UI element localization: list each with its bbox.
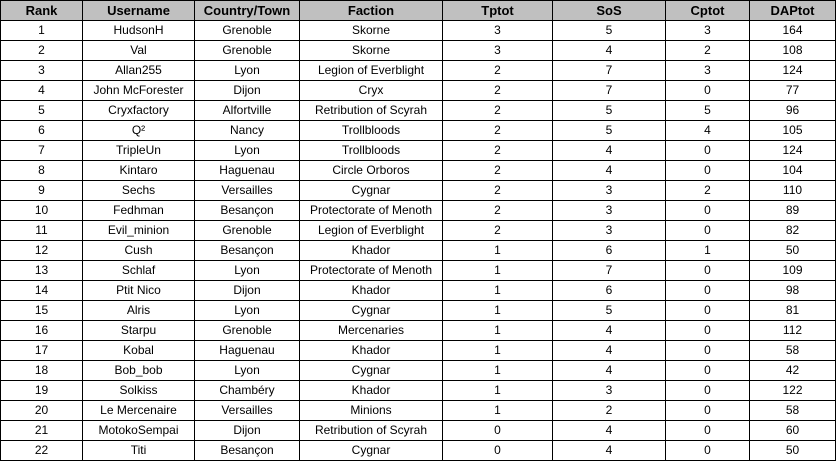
faction-cell: Retribution of Scyrah	[300, 421, 443, 441]
sos-cell: 7	[553, 61, 666, 81]
country-town-cell: Versailles	[195, 401, 300, 421]
daptot-cell: 110	[750, 181, 836, 201]
faction-cell: Cygnar	[300, 361, 443, 381]
country-town-cell: Lyon	[195, 361, 300, 381]
cptot-cell: 2	[666, 181, 750, 201]
daptot-cell: 81	[750, 301, 836, 321]
country-town-cell: Besançon	[195, 201, 300, 221]
faction-cell: Skorne	[300, 41, 443, 61]
tptot-cell: 1	[443, 321, 553, 341]
cptot-cell: 0	[666, 221, 750, 241]
username-cell: Alris	[83, 301, 195, 321]
username-cell: Solkiss	[83, 381, 195, 401]
cptot-cell: 0	[666, 141, 750, 161]
daptot-cell: 124	[750, 141, 836, 161]
header-row	[1, 1, 836, 21]
sos-cell: 4	[553, 441, 666, 461]
cptot-cell: 4	[666, 121, 750, 141]
sos-cell: 4	[553, 321, 666, 341]
username-cell: Sechs	[83, 181, 195, 201]
username-cell: Kintaro	[83, 161, 195, 181]
sos-cell: 3	[553, 181, 666, 201]
country-town-cell: Lyon	[195, 141, 300, 161]
country-town-cell: Grenoble	[195, 221, 300, 241]
country-town-cell: Versailles	[195, 181, 300, 201]
tptot-cell: 2	[443, 101, 553, 121]
sos-cell: 7	[553, 81, 666, 101]
table-row	[1, 161, 836, 181]
username-cell: Fedhman	[83, 201, 195, 221]
table-row	[1, 101, 836, 121]
country-town-cell: Nancy	[195, 121, 300, 141]
rank-cell: 10	[1, 201, 83, 221]
faction-cell: Mercenaries	[300, 321, 443, 341]
country-town-cell: Lyon	[195, 301, 300, 321]
table-row	[1, 381, 836, 401]
tptot-cell: 2	[443, 221, 553, 241]
faction-cell: Khador	[300, 281, 443, 301]
cptot-cell: 0	[666, 281, 750, 301]
country-town-cell: Haguenau	[195, 341, 300, 361]
table-row	[1, 281, 836, 301]
rank-cell: 13	[1, 261, 83, 281]
table-row	[1, 141, 836, 161]
cptot-cell: 0	[666, 341, 750, 361]
rank-cell: 4	[1, 81, 83, 101]
cptot-cell: 0	[666, 261, 750, 281]
header-username: Username	[83, 1, 195, 21]
faction-cell: Cryx	[300, 81, 443, 101]
country-town-cell: Grenoble	[195, 41, 300, 61]
faction-cell: Cygnar	[300, 301, 443, 321]
faction-cell: Khador	[300, 341, 443, 361]
table-row	[1, 361, 836, 381]
faction-cell: Retribution of Scyrah	[300, 101, 443, 121]
rank-cell: 5	[1, 101, 83, 121]
rank-cell: 22	[1, 441, 83, 461]
daptot-cell: 42	[750, 361, 836, 381]
country-town-cell: Grenoble	[195, 21, 300, 41]
faction-cell: Minions	[300, 401, 443, 421]
faction-cell: Protectorate of Menoth	[300, 261, 443, 281]
daptot-cell: 98	[750, 281, 836, 301]
daptot-cell: 164	[750, 21, 836, 41]
faction-cell: Cygnar	[300, 181, 443, 201]
country-town-cell: Lyon	[195, 261, 300, 281]
sos-cell: 4	[553, 161, 666, 181]
tptot-cell: 1	[443, 341, 553, 361]
tptot-cell: 1	[443, 361, 553, 381]
rank-cell: 18	[1, 361, 83, 381]
cptot-cell: 0	[666, 201, 750, 221]
username-cell: MotokoSempai	[83, 421, 195, 441]
username-cell: Q²	[83, 121, 195, 141]
cptot-cell: 3	[666, 61, 750, 81]
cptot-cell: 0	[666, 361, 750, 381]
tptot-cell: 2	[443, 121, 553, 141]
cptot-cell: 0	[666, 321, 750, 341]
faction-cell: Skorne	[300, 21, 443, 41]
cptot-cell: 0	[666, 381, 750, 401]
cptot-cell: 3	[666, 21, 750, 41]
username-cell: Val	[83, 41, 195, 61]
tptot-cell: 2	[443, 61, 553, 81]
username-cell: John McForester	[83, 81, 195, 101]
tptot-cell: 3	[443, 21, 553, 41]
tptot-cell: 2	[443, 181, 553, 201]
table-row	[1, 241, 836, 261]
tptot-cell: 1	[443, 281, 553, 301]
table-row	[1, 401, 836, 421]
country-town-cell: Dijon	[195, 281, 300, 301]
tptot-cell: 1	[443, 381, 553, 401]
table-row	[1, 181, 836, 201]
daptot-cell: 58	[750, 341, 836, 361]
daptot-cell: 122	[750, 381, 836, 401]
rank-cell: 9	[1, 181, 83, 201]
tptot-cell: 2	[443, 201, 553, 221]
table-row	[1, 41, 836, 61]
username-cell: Cryxfactory	[83, 101, 195, 121]
daptot-cell: 108	[750, 41, 836, 61]
sos-cell: 4	[553, 141, 666, 161]
country-town-cell: Alfortville	[195, 101, 300, 121]
header-cptot: Cptot	[666, 1, 750, 21]
faction-cell: Legion of Everblight	[300, 221, 443, 241]
username-cell: Kobal	[83, 341, 195, 361]
sos-cell: 3	[553, 221, 666, 241]
sos-cell: 4	[553, 341, 666, 361]
sos-cell: 6	[553, 281, 666, 301]
tptot-cell: 0	[443, 441, 553, 461]
daptot-cell: 104	[750, 161, 836, 181]
cptot-cell: 0	[666, 161, 750, 181]
table-body	[1, 21, 836, 461]
rank-cell: 2	[1, 41, 83, 61]
daptot-cell: 58	[750, 401, 836, 421]
table-row	[1, 321, 836, 341]
table-row	[1, 301, 836, 321]
cptot-cell: 0	[666, 81, 750, 101]
username-cell: Cush	[83, 241, 195, 261]
rank-cell: 11	[1, 221, 83, 241]
rank-cell: 16	[1, 321, 83, 341]
daptot-cell: 82	[750, 221, 836, 241]
faction-cell: Cygnar	[300, 441, 443, 461]
sos-cell: 5	[553, 101, 666, 121]
table-row	[1, 61, 836, 81]
daptot-cell: 77	[750, 81, 836, 101]
table-row	[1, 261, 836, 281]
username-cell: HudsonH	[83, 21, 195, 41]
faction-cell: Legion of Everblight	[300, 61, 443, 81]
country-town-cell: Dijon	[195, 81, 300, 101]
country-town-cell: Grenoble	[195, 321, 300, 341]
daptot-cell: 124	[750, 61, 836, 81]
table-row	[1, 421, 836, 441]
cptot-cell: 5	[666, 101, 750, 121]
cptot-cell: 2	[666, 41, 750, 61]
faction-cell: Protectorate of Menoth	[300, 201, 443, 221]
country-town-cell: Haguenau	[195, 161, 300, 181]
username-cell: Le Mercenaire	[83, 401, 195, 421]
country-town-cell: Besançon	[195, 241, 300, 261]
sos-cell: 4	[553, 421, 666, 441]
tptot-cell: 0	[443, 421, 553, 441]
tptot-cell: 2	[443, 161, 553, 181]
table-row	[1, 201, 836, 221]
daptot-cell: 109	[750, 261, 836, 281]
header-faction: Faction	[300, 1, 443, 21]
header-daptot: DAPtot	[750, 1, 836, 21]
sos-cell: 5	[553, 21, 666, 41]
table-row	[1, 441, 836, 461]
daptot-cell: 89	[750, 201, 836, 221]
tptot-cell: 1	[443, 261, 553, 281]
table-row	[1, 221, 836, 241]
table-row	[1, 121, 836, 141]
rank-cell: 1	[1, 21, 83, 41]
username-cell: Titi	[83, 441, 195, 461]
header-tptot: Tptot	[443, 1, 553, 21]
daptot-cell: 96	[750, 101, 836, 121]
rank-cell: 7	[1, 141, 83, 161]
username-cell: Starpu	[83, 321, 195, 341]
tptot-cell: 2	[443, 81, 553, 101]
faction-cell: Khador	[300, 381, 443, 401]
username-cell: Bob_bob	[83, 361, 195, 381]
sos-cell: 5	[553, 121, 666, 141]
table-row	[1, 21, 836, 41]
country-town-cell: Chambéry	[195, 381, 300, 401]
rank-cell: 20	[1, 401, 83, 421]
sos-cell: 2	[553, 401, 666, 421]
rank-cell: 17	[1, 341, 83, 361]
header-sos: SoS	[553, 1, 666, 21]
daptot-cell: 60	[750, 421, 836, 441]
cptot-cell: 1	[666, 241, 750, 261]
username-cell: Allan255	[83, 61, 195, 81]
table-row	[1, 81, 836, 101]
tptot-cell: 3	[443, 41, 553, 61]
tptot-cell: 1	[443, 401, 553, 421]
rank-cell: 19	[1, 381, 83, 401]
sos-cell: 5	[553, 301, 666, 321]
rank-cell: 8	[1, 161, 83, 181]
daptot-cell: 112	[750, 321, 836, 341]
faction-cell: Trollbloods	[300, 141, 443, 161]
header-country-town: Country/Town	[195, 1, 300, 21]
cptot-cell: 0	[666, 301, 750, 321]
faction-cell: Circle Orboros	[300, 161, 443, 181]
username-cell: Schlaf	[83, 261, 195, 281]
sos-cell: 7	[553, 261, 666, 281]
rank-cell: 3	[1, 61, 83, 81]
rank-cell: 12	[1, 241, 83, 261]
cptot-cell: 0	[666, 441, 750, 461]
username-cell: Evil_minion	[83, 221, 195, 241]
rank-cell: 15	[1, 301, 83, 321]
rank-cell: 6	[1, 121, 83, 141]
country-town-cell: Besançon	[195, 441, 300, 461]
tptot-cell: 1	[443, 301, 553, 321]
sos-cell: 3	[553, 201, 666, 221]
faction-cell: Khador	[300, 241, 443, 261]
daptot-cell: 50	[750, 241, 836, 261]
username-cell: TripleUn	[83, 141, 195, 161]
table-row	[1, 341, 836, 361]
tptot-cell: 2	[443, 141, 553, 161]
country-town-cell: Dijon	[195, 421, 300, 441]
rank-cell: 21	[1, 421, 83, 441]
header-rank: Rank	[1, 1, 83, 21]
daptot-cell: 50	[750, 441, 836, 461]
sos-cell: 3	[553, 381, 666, 401]
sos-cell: 6	[553, 241, 666, 261]
tptot-cell: 1	[443, 241, 553, 261]
faction-cell: Trollbloods	[300, 121, 443, 141]
rank-cell: 14	[1, 281, 83, 301]
sos-cell: 4	[553, 361, 666, 381]
username-cell: Ptit Nico	[83, 281, 195, 301]
sos-cell: 4	[553, 41, 666, 61]
country-town-cell: Lyon	[195, 61, 300, 81]
cptot-cell: 0	[666, 421, 750, 441]
daptot-cell: 105	[750, 121, 836, 141]
cptot-cell: 0	[666, 401, 750, 421]
